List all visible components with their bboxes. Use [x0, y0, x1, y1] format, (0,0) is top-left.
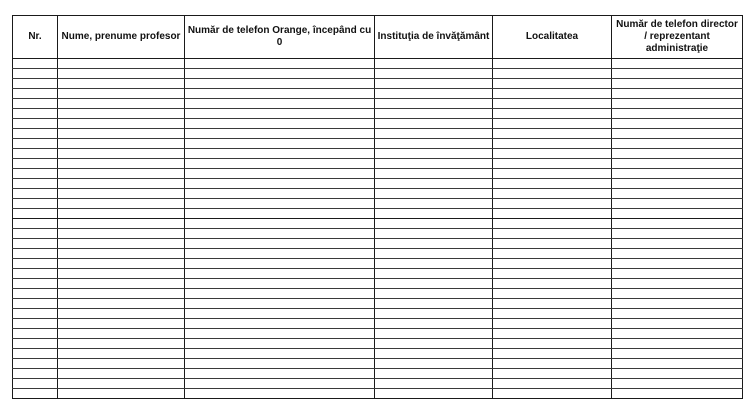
cell-locality: [493, 279, 612, 289]
cell-nr: [13, 259, 58, 269]
column-header-orange-phone: Număr de telefon Orange, începând cu 0: [185, 16, 375, 59]
cell-orange-phone: [185, 129, 375, 139]
cell-director-phone: [612, 239, 743, 249]
table-row: [13, 319, 743, 329]
table-row: [13, 139, 743, 149]
cell-director-phone: [612, 69, 743, 79]
registration-form-sheet: [12, 15, 742, 399]
cell-teacher-name: [58, 359, 185, 369]
cell-teacher-name: [58, 179, 185, 189]
cell-director-phone: [612, 289, 743, 299]
cell-locality: [493, 129, 612, 139]
cell-institution: [375, 309, 493, 319]
table-row: [13, 219, 743, 229]
cell-teacher-name: [58, 369, 185, 379]
cell-institution: [375, 389, 493, 399]
cell-institution: [375, 69, 493, 79]
cell-nr: [13, 119, 58, 129]
cell-locality: [493, 289, 612, 299]
cell-nr: [13, 239, 58, 249]
cell-locality: [493, 379, 612, 389]
cell-teacher-name: [58, 299, 185, 309]
table-row: [13, 249, 743, 259]
cell-locality: [493, 199, 612, 209]
cell-teacher-name: [58, 69, 185, 79]
cell-locality: [493, 79, 612, 89]
table-row: [13, 59, 743, 69]
cell-director-phone: [612, 339, 743, 349]
cell-institution: [375, 249, 493, 259]
cell-orange-phone: [185, 229, 375, 239]
cell-institution: [375, 179, 493, 189]
column-header-institution: Instituţia de învăţământ: [375, 16, 493, 59]
cell-orange-phone: [185, 249, 375, 259]
cell-director-phone: [612, 199, 743, 209]
table-row: [13, 79, 743, 89]
cell-nr: [13, 319, 58, 329]
cell-nr: [13, 289, 58, 299]
cell-nr: [13, 249, 58, 259]
cell-teacher-name: [58, 339, 185, 349]
cell-director-phone: [612, 309, 743, 319]
cell-orange-phone: [185, 79, 375, 89]
cell-orange-phone: [185, 59, 375, 69]
cell-nr: [13, 359, 58, 369]
table-row: [13, 89, 743, 99]
cell-nr: [13, 69, 58, 79]
cell-institution: [375, 109, 493, 119]
cell-director-phone: [612, 169, 743, 179]
cell-locality: [493, 229, 612, 239]
cell-orange-phone: [185, 379, 375, 389]
cell-nr: [13, 99, 58, 109]
cell-orange-phone: [185, 279, 375, 289]
cell-locality: [493, 119, 612, 129]
cell-teacher-name: [58, 209, 185, 219]
cell-locality: [493, 369, 612, 379]
column-header-nr: Nr.: [13, 16, 58, 59]
cell-institution: [375, 359, 493, 369]
cell-teacher-name: [58, 59, 185, 69]
cell-institution: [375, 299, 493, 309]
cell-institution: [375, 119, 493, 129]
cell-nr: [13, 209, 58, 219]
cell-orange-phone: [185, 159, 375, 169]
cell-director-phone: [612, 389, 743, 399]
cell-nr: [13, 269, 58, 279]
cell-nr: [13, 169, 58, 179]
cell-nr: [13, 279, 58, 289]
cell-teacher-name: [58, 279, 185, 289]
cell-institution: [375, 369, 493, 379]
cell-director-phone: [612, 369, 743, 379]
cell-locality: [493, 139, 612, 149]
cell-nr: [13, 389, 58, 399]
cell-orange-phone: [185, 169, 375, 179]
cell-teacher-name: [58, 219, 185, 229]
cell-teacher-name: [58, 199, 185, 209]
table-row: [13, 279, 743, 289]
cell-institution: [375, 269, 493, 279]
cell-orange-phone: [185, 319, 375, 329]
cell-orange-phone: [185, 239, 375, 249]
cell-locality: [493, 149, 612, 159]
table-row: [13, 359, 743, 369]
cell-institution: [375, 279, 493, 289]
cell-teacher-name: [58, 349, 185, 359]
cell-teacher-name: [58, 229, 185, 239]
table-row: [13, 129, 743, 139]
cell-nr: [13, 369, 58, 379]
cell-locality: [493, 329, 612, 339]
cell-teacher-name: [58, 389, 185, 399]
cell-teacher-name: [58, 289, 185, 299]
cell-nr: [13, 349, 58, 359]
cell-nr: [13, 139, 58, 149]
cell-nr: [13, 159, 58, 169]
cell-teacher-name: [58, 259, 185, 269]
cell-institution: [375, 159, 493, 169]
cell-orange-phone: [185, 109, 375, 119]
cell-director-phone: [612, 179, 743, 189]
cell-nr: [13, 199, 58, 209]
cell-locality: [493, 349, 612, 359]
cell-orange-phone: [185, 299, 375, 309]
cell-locality: [493, 299, 612, 309]
cell-orange-phone: [185, 329, 375, 339]
cell-nr: [13, 129, 58, 139]
cell-locality: [493, 389, 612, 399]
cell-locality: [493, 359, 612, 369]
cell-nr: [13, 79, 58, 89]
cell-nr: [13, 149, 58, 159]
table-row: [13, 169, 743, 179]
cell-teacher-name: [58, 379, 185, 389]
table-row: [13, 209, 743, 219]
cell-locality: [493, 189, 612, 199]
cell-director-phone: [612, 149, 743, 159]
cell-locality: [493, 99, 612, 109]
cell-orange-phone: [185, 199, 375, 209]
cell-locality: [493, 159, 612, 169]
table-row: [13, 229, 743, 239]
cell-director-phone: [612, 59, 743, 69]
cell-orange-phone: [185, 269, 375, 279]
cell-director-phone: [612, 349, 743, 359]
cell-institution: [375, 89, 493, 99]
cell-teacher-name: [58, 89, 185, 99]
cell-director-phone: [612, 269, 743, 279]
table-row: [13, 369, 743, 379]
table-row: [13, 339, 743, 349]
cell-orange-phone: [185, 69, 375, 79]
cell-locality: [493, 59, 612, 69]
cell-institution: [375, 99, 493, 109]
table-row: [13, 149, 743, 159]
cell-nr: [13, 179, 58, 189]
cell-locality: [493, 269, 612, 279]
cell-director-phone: [612, 129, 743, 139]
cell-teacher-name: [58, 99, 185, 109]
cell-director-phone: [612, 359, 743, 369]
teachers-table: [12, 15, 743, 399]
table-row: [13, 289, 743, 299]
cell-locality: [493, 89, 612, 99]
column-header-director-phone: Număr de telefon director / reprezentant administraţie: [612, 16, 743, 59]
cell-orange-phone: [185, 209, 375, 219]
cell-institution: [375, 79, 493, 89]
cell-institution: [375, 169, 493, 179]
cell-director-phone: [612, 189, 743, 199]
cell-teacher-name: [58, 169, 185, 179]
cell-teacher-name: [58, 119, 185, 129]
cell-institution: [375, 59, 493, 69]
cell-teacher-name: [58, 149, 185, 159]
cell-locality: [493, 169, 612, 179]
cell-director-phone: [612, 159, 743, 169]
cell-institution: [375, 329, 493, 339]
cell-locality: [493, 179, 612, 189]
cell-nr: [13, 59, 58, 69]
cell-orange-phone: [185, 179, 375, 189]
cell-director-phone: [612, 259, 743, 269]
cell-director-phone: [612, 219, 743, 229]
table-row: [13, 329, 743, 339]
cell-director-phone: [612, 319, 743, 329]
cell-orange-phone: [185, 389, 375, 399]
cell-nr: [13, 309, 58, 319]
cell-teacher-name: [58, 139, 185, 149]
cell-nr: [13, 229, 58, 239]
cell-teacher-name: [58, 269, 185, 279]
table-row: [13, 189, 743, 199]
cell-institution: [375, 349, 493, 359]
cell-institution: [375, 199, 493, 209]
table-row: [13, 349, 743, 359]
cell-orange-phone: [185, 149, 375, 159]
cell-institution: [375, 339, 493, 349]
cell-nr: [13, 189, 58, 199]
cell-institution: [375, 209, 493, 219]
cell-orange-phone: [185, 259, 375, 269]
cell-teacher-name: [58, 189, 185, 199]
cell-director-phone: [612, 139, 743, 149]
cell-nr: [13, 109, 58, 119]
cell-director-phone: [612, 109, 743, 119]
table-row: [13, 159, 743, 169]
table-row: [13, 379, 743, 389]
cell-orange-phone: [185, 309, 375, 319]
table-row: [13, 269, 743, 279]
cell-nr: [13, 89, 58, 99]
cell-teacher-name: [58, 249, 185, 259]
cell-director-phone: [612, 99, 743, 109]
cell-director-phone: [612, 279, 743, 289]
table-row: [13, 99, 743, 109]
cell-nr: [13, 219, 58, 229]
cell-institution: [375, 219, 493, 229]
cell-director-phone: [612, 249, 743, 259]
table-row: [13, 389, 743, 399]
table-row: [13, 69, 743, 79]
cell-orange-phone: [185, 119, 375, 129]
cell-locality: [493, 219, 612, 229]
cell-locality: [493, 339, 612, 349]
table-row: [13, 309, 743, 319]
cell-locality: [493, 249, 612, 259]
cell-director-phone: [612, 379, 743, 389]
cell-nr: [13, 299, 58, 309]
cell-teacher-name: [58, 159, 185, 169]
table-header-row: [13, 16, 743, 59]
cell-teacher-name: [58, 319, 185, 329]
cell-nr: [13, 379, 58, 389]
cell-institution: [375, 149, 493, 159]
cell-orange-phone: [185, 99, 375, 109]
cell-orange-phone: [185, 219, 375, 229]
table-body: [13, 59, 743, 399]
cell-teacher-name: [58, 239, 185, 249]
cell-locality: [493, 309, 612, 319]
cell-teacher-name: [58, 109, 185, 119]
cell-nr: [13, 329, 58, 339]
cell-teacher-name: [58, 309, 185, 319]
table-row: [13, 239, 743, 249]
cell-orange-phone: [185, 339, 375, 349]
cell-orange-phone: [185, 349, 375, 359]
cell-locality: [493, 69, 612, 79]
cell-locality: [493, 239, 612, 249]
table-row: [13, 179, 743, 189]
cell-director-phone: [612, 119, 743, 129]
table-row: [13, 299, 743, 309]
cell-institution: [375, 319, 493, 329]
table-row: [13, 109, 743, 119]
cell-orange-phone: [185, 89, 375, 99]
cell-orange-phone: [185, 369, 375, 379]
cell-teacher-name: [58, 79, 185, 89]
column-header-teacher-name: Nume, prenume profesor: [58, 16, 185, 59]
cell-institution: [375, 379, 493, 389]
cell-institution: [375, 129, 493, 139]
cell-institution: [375, 139, 493, 149]
cell-institution: [375, 259, 493, 269]
cell-institution: [375, 289, 493, 299]
cell-locality: [493, 259, 612, 269]
cell-director-phone: [612, 329, 743, 339]
cell-locality: [493, 209, 612, 219]
cell-director-phone: [612, 89, 743, 99]
cell-director-phone: [612, 299, 743, 309]
cell-institution: [375, 229, 493, 239]
cell-orange-phone: [185, 139, 375, 149]
cell-orange-phone: [185, 289, 375, 299]
cell-director-phone: [612, 79, 743, 89]
cell-director-phone: [612, 229, 743, 239]
cell-orange-phone: [185, 189, 375, 199]
table-row: [13, 119, 743, 129]
cell-teacher-name: [58, 329, 185, 339]
cell-locality: [493, 319, 612, 329]
cell-teacher-name: [58, 129, 185, 139]
cell-director-phone: [612, 209, 743, 219]
column-header-locality: Localitatea: [493, 16, 612, 59]
table-row: [13, 259, 743, 269]
cell-orange-phone: [185, 359, 375, 369]
table-row: [13, 199, 743, 209]
cell-institution: [375, 189, 493, 199]
cell-institution: [375, 239, 493, 249]
cell-locality: [493, 109, 612, 119]
cell-nr: [13, 339, 58, 349]
